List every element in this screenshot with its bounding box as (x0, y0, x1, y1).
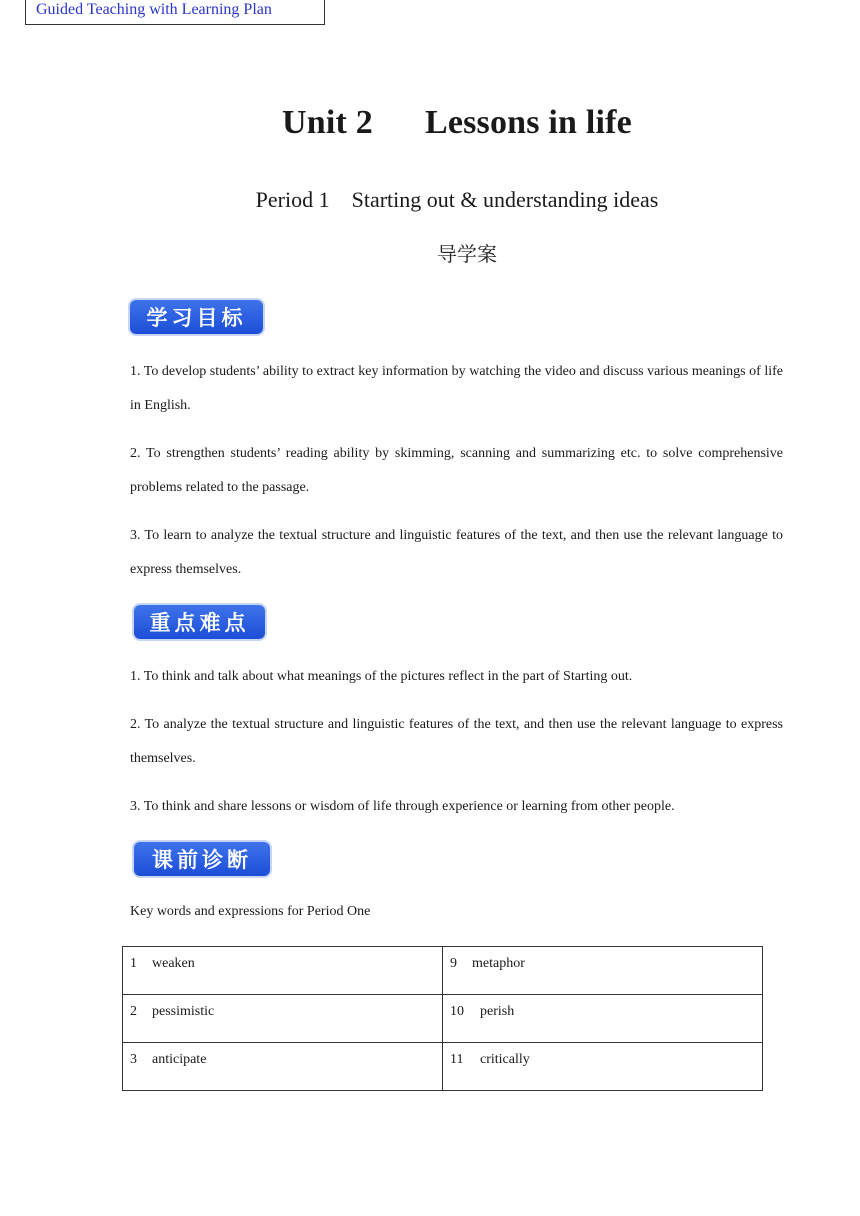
item-word: perish (480, 1004, 515, 1019)
item-number: 1 (130, 956, 137, 971)
item-number: 11 (450, 1052, 464, 1067)
diagnosis-badge: 课前诊断 (134, 842, 270, 876)
table-row (123, 995, 763, 1043)
period-topic: Starting out & understanding ideas (351, 187, 659, 212)
table-cell (443, 995, 763, 1043)
table-row (123, 1043, 763, 1091)
item-word: critically (480, 1052, 530, 1067)
period-label: Period 1 (255, 187, 330, 212)
document-header-label: Guided Teaching with Learning Plan (25, 0, 325, 25)
item-word: pessimistic (152, 1004, 215, 1019)
item-word: weaken (152, 956, 195, 971)
item-number: 2 (130, 1004, 137, 1019)
key-point-item: 1. To think and talk about what meanings of the pictures reflect in the part of Starting out. (130, 669, 633, 684)
period-subtitle (0, 187, 860, 213)
objectives-badge: 学习目标 (130, 300, 263, 334)
objective-item: 3. To learn to analyze the textual structure and linguistic features of the text, and then use the relevant language to express themselves. (130, 528, 783, 577)
table-cell (123, 947, 443, 995)
item-word: metaphor (472, 956, 525, 971)
objective-item: 2. To strengthen students’ reading ability by skimming, scanning and summarizing etc. to solve comprehensive problems related to the passage. (130, 446, 783, 495)
guide-label: 导学案 (437, 242, 497, 266)
item-number: 3 (130, 1052, 137, 1067)
table-cell (443, 1043, 763, 1091)
key-point-item: 2. To analyze the textual structure and linguistic features of the text, and then use the relevant language to express themselves. (130, 717, 783, 766)
page-title (0, 104, 860, 142)
key-point-item: 3. To think and share lessons or wisdom of life through experience or learning from other people. (130, 799, 675, 814)
unit-number: Unit 2 (282, 104, 373, 141)
unit-name: Lessons in life (424, 104, 632, 141)
objective-item: 1. To develop students’ ability to extract key information by watching the video and discuss various meanings of life in English. (130, 364, 783, 413)
key-words-title: Key words and expressions for Period One (130, 904, 371, 919)
key-words-table (122, 946, 763, 1091)
item-number: 10 (450, 1004, 464, 1019)
table-row (123, 947, 763, 995)
item-number: 9 (450, 956, 457, 971)
item-word: anticipate (152, 1052, 207, 1067)
key-points-badge: 重点难点 (134, 605, 265, 639)
table-cell (123, 995, 443, 1043)
table-cell (443, 947, 763, 995)
table-cell (123, 1043, 443, 1091)
